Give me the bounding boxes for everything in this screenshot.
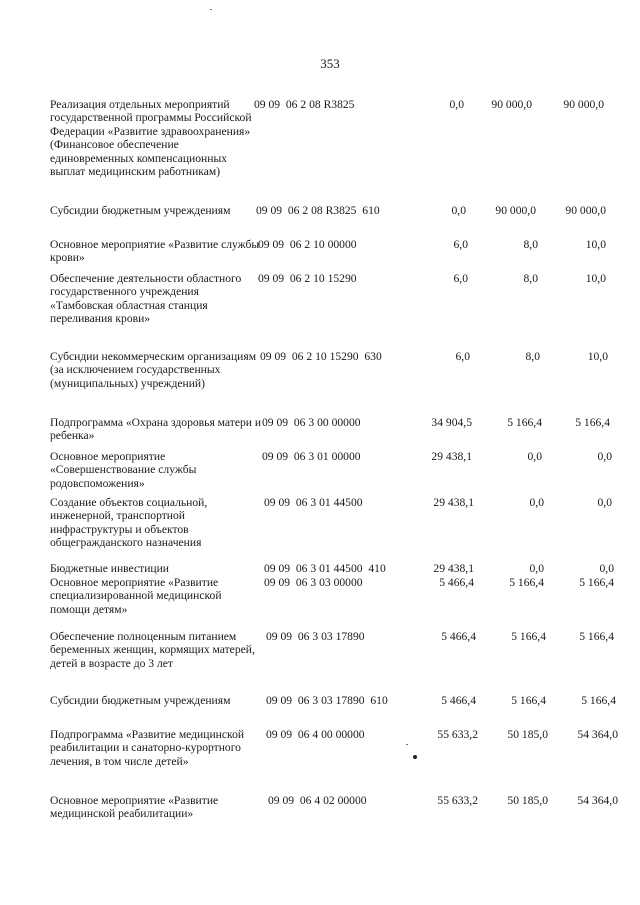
row-description: Подпрограмма «Охрана здоровья матери и ребенка» (50, 416, 262, 443)
row-description: Обеспечение полноценным питанием беременных женщин, кормящих матерей, детей в возрасте до 3 лет (50, 630, 255, 670)
row-description: Обеспечение деятельности областного государственного учреждения «Тамбовская областная станция переливания крови» (50, 272, 242, 326)
row-description: Субсидии бюджетным учреждениям (50, 204, 231, 217)
row-description: Бюджетные инвестиции (50, 562, 170, 575)
row-value-2: 0,0 (527, 450, 542, 463)
row-description: Подпрограмма «Развитие медицинской реабилитации и санаторно-курортного лечения, в том числе детей» (50, 728, 245, 768)
scan-speck (413, 755, 417, 759)
row-description: Основное мероприятие «Развитие службы крови» (50, 238, 260, 265)
row-value-1: 55 633,2 (437, 794, 478, 807)
row-code: 09 09 06 2 10 15290 (258, 272, 357, 285)
row-value-1: 29 438,1 (433, 562, 474, 575)
row-value-2: 50 185,0 (507, 728, 548, 741)
row-value-1: 29 438,1 (433, 496, 474, 509)
row-code: 09 09 06 3 01 00000 (262, 450, 361, 463)
row-value-3: 0,0 (599, 562, 614, 575)
row-value-1: 5 466,4 (441, 694, 476, 707)
row-value-2: 90 000,0 (491, 98, 532, 111)
row-description: Создание объектов социальной, инженерной, транспортной инфраструктуры и объектов общегражданского назначения (50, 496, 208, 550)
row-value-2: 0,0 (529, 496, 544, 509)
row-value-3: 5 166,4 (575, 416, 610, 429)
row-value-1: 5 466,4 (439, 576, 474, 589)
row-code: 09 09 06 3 03 17890 610 (266, 694, 388, 707)
row-description: Основное мероприятие «Развитие специализированной медицинской помощи детям» (50, 576, 222, 616)
row-value-1: 55 633,2 (437, 728, 478, 741)
row-description: Субсидии бюджетным учреждениям (50, 694, 231, 707)
row-value-3: 54 364,0 (577, 794, 618, 807)
row-description: Реализация отдельных мероприятий государственной программы Российской Федерации «Развитие здравоохранения» (Финансовое обеспечение единовременных компенсационных выплат медицинским работникам) (50, 98, 252, 179)
row-code: 09 09 06 2 10 15290 630 (260, 350, 382, 363)
row-value-2: 5 166,4 (511, 694, 546, 707)
row-value-3: 90 000,0 (563, 98, 604, 111)
row-code: 09 09 06 2 08 R3825 (254, 98, 355, 111)
row-code: 09 09 06 3 00 00000 (262, 416, 361, 429)
row-value-1: 0,0 (449, 98, 464, 111)
row-value-1: 5 466,4 (441, 630, 476, 643)
row-value-3: 5 166,4 (579, 630, 614, 643)
row-value-1: 6,0 (453, 238, 468, 251)
row-value-2: 8,0 (523, 238, 538, 251)
row-value-2: 5 166,4 (511, 630, 546, 643)
row-description: Основное мероприятие «Совершенствование службы родовспоможения» (50, 450, 197, 490)
page-number: 353 (320, 56, 340, 71)
row-value-3: 54 364,0 (577, 728, 618, 741)
row-code: 09 09 06 3 01 44500 (264, 496, 363, 509)
row-value-2: 5 166,4 (507, 416, 542, 429)
scan-mark (406, 744, 408, 745)
row-value-1: 34 904,5 (431, 416, 472, 429)
row-value-2: 5 166,4 (509, 576, 544, 589)
row-code: 09 09 06 3 01 44500 410 (264, 562, 386, 575)
row-value-3: 0,0 (597, 450, 612, 463)
row-code: 09 09 06 2 08 R3825 610 (256, 204, 380, 217)
row-value-3: 5 166,4 (579, 576, 614, 589)
row-value-1: 6,0 (455, 350, 470, 363)
row-code: 09 09 06 4 02 00000 (268, 794, 367, 807)
row-value-2: 8,0 (523, 272, 538, 285)
row-value-2: 0,0 (529, 562, 544, 575)
scan-mark (210, 9, 212, 10)
row-value-3: 10,0 (585, 238, 606, 251)
row-value-2: 8,0 (525, 350, 540, 363)
row-description: Основное мероприятие «Развитие медицинской реабилитации» (50, 794, 219, 821)
row-value-3: 90 000,0 (565, 204, 606, 217)
row-value-1: 0,0 (451, 204, 466, 217)
row-code: 09 09 06 3 03 17890 (266, 630, 365, 643)
row-value-3: 0,0 (597, 496, 612, 509)
row-value-3: 10,0 (585, 272, 606, 285)
row-value-2: 90 000,0 (495, 204, 536, 217)
row-value-1: 6,0 (453, 272, 468, 285)
row-code: 09 09 06 3 03 00000 (264, 576, 363, 589)
row-value-2: 50 185,0 (507, 794, 548, 807)
row-value-3: 5 166,4 (581, 694, 616, 707)
row-code: 09 09 06 4 00 00000 (266, 728, 365, 741)
row-value-1: 29 438,1 (431, 450, 472, 463)
row-description: Субсидии некоммерческим организациям (за исключением государственных (муниципальных) учреждений) (50, 350, 257, 390)
row-code: 09 09 06 2 10 00000 (258, 238, 357, 251)
row-value-3: 10,0 (587, 350, 608, 363)
